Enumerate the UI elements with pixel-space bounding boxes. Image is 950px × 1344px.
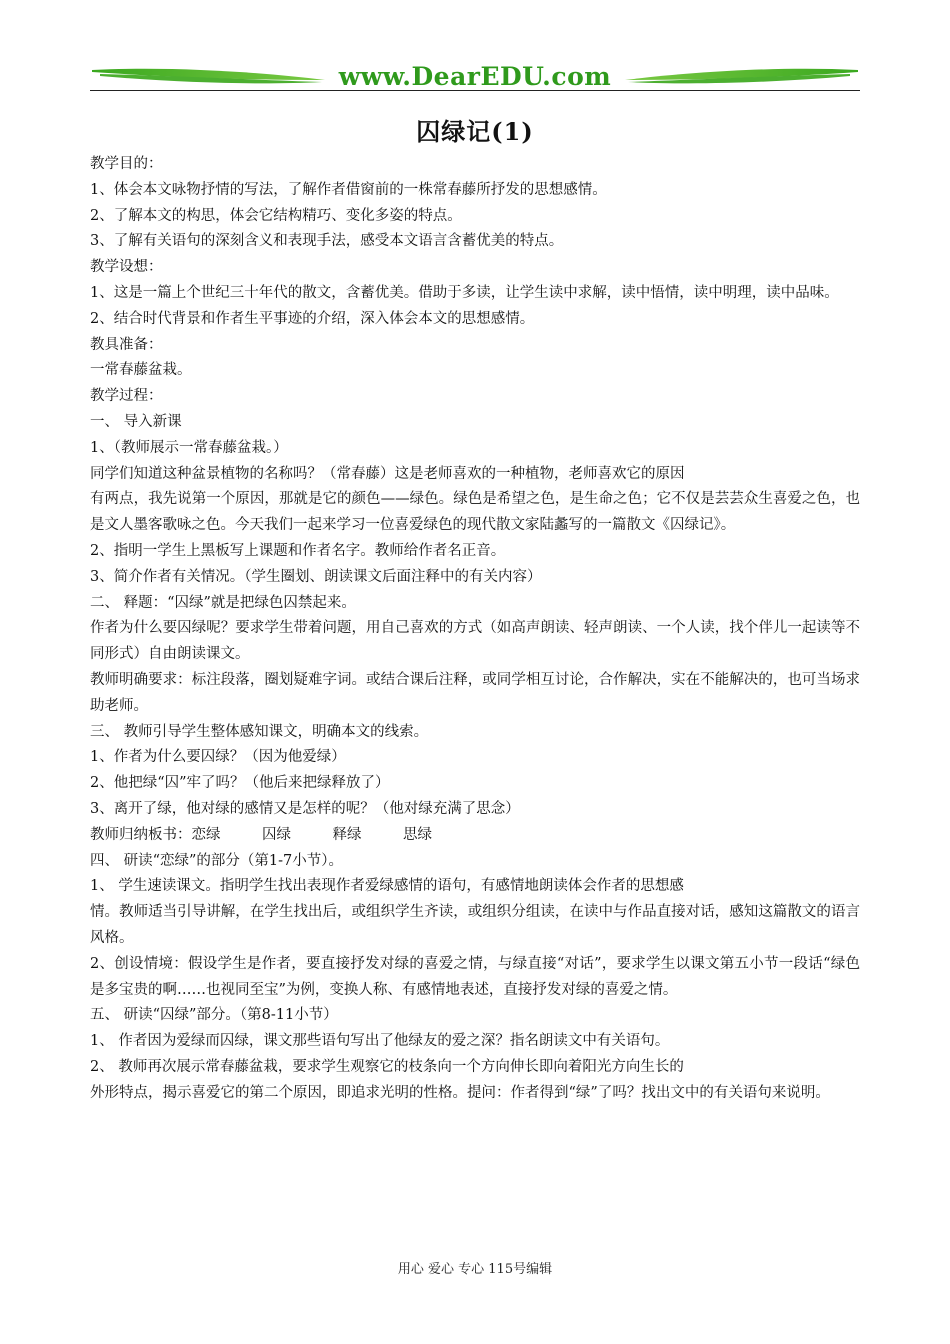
header-divider: [90, 90, 860, 91]
paragraph: 同学们知道这种盆景植物的名称吗？（常春藤）这是老师喜欢的一种植物，老师喜欢它的原因: [90, 465, 685, 482]
paragraph: 有两点，我先说第一个原因，那就是它的颜色——绿色。绿色是希望之色，是生命之色；它不仅是芸芸众生喜爱之色，也是文人墨客歌咏之色。今天我们一起来学习一位喜爱绿色的现代散文家陆蠡写的一篇散文《囚绿记》。: [90, 491, 860, 534]
paragraph: 教学过程：: [90, 388, 163, 405]
paragraph: 1、体会本文咏物抒情的写法，了解作者借窗前的一株常春藤所抒发的思想感情。: [90, 181, 607, 198]
page-footer: 用心 爱心 专心 115号编辑: [397, 1262, 553, 1277]
paragraph: 教学设想：: [90, 259, 163, 276]
paragraph: 1、作者为什么要囚绿？（因为他爱绿）: [90, 749, 346, 766]
document-body: [90, 152, 860, 1106]
paragraph: 作者为什么要囚绿呢？要求学生带着问题，用自己喜欢的方式（如高声朗读、轻声朗读、一个人读，找个伴儿一起读等不同形式）自由朗读课文。: [90, 620, 860, 663]
paragraph: 一常春藤盆栽。: [90, 362, 192, 379]
paragraph: 1、 学生速读课文。指明学生找出表现作者爱绿感情的语句，有感情地朗读体会作者的思想感: [90, 878, 684, 895]
paragraph: 2、结合时代背景和作者生平事迹的介绍，深入体会本文的思想感情。: [90, 310, 535, 327]
site-logo[interactable]: www.DearEDU.com: [338, 62, 612, 91]
paragraph: 1、 作者因为爱绿而囚绿，课文那些语句写出了他绿友的爱之深？指名朗读文中有关语句。: [90, 1033, 670, 1050]
site-header: [90, 58, 860, 98]
paragraph: 2、了解本文的构思，体会它结构精巧、变化多姿的特点。: [90, 207, 462, 224]
paragraph: 2、他把绿“囚”牢了吗？（他后来把绿释放了）: [90, 775, 390, 792]
paragraph: 情。教师适当引导讲解，在学生找出后，或组织学生齐读，或组织分组读，在读中与作品直接对话，感知这篇散文的语言风格。: [90, 904, 860, 946]
paragraph: 教师归纳板书：恋绿 囚绿 释绿 思绿: [90, 826, 432, 843]
paragraph: 3、了解有关语句的深刻含义和表现手法，感受本文语言含蓄优美的特点。: [90, 233, 564, 250]
paragraph: 三、 教师引导学生整体感知课文，明确本文的线索。: [90, 723, 429, 740]
paragraph: 2、 教师再次展示常春藤盆栽，要求学生观察它的枝条向一个方向伸长即向着阳光方向生长的: [90, 1058, 684, 1075]
paragraph: 教师明确要求：标注段落，圈划疑难字词。或结合课后注释，或同学相互讨论，合作解决，实在不能解决的，也可当场求助老师。: [90, 671, 860, 714]
paragraph: 教学目的：: [90, 156, 163, 172]
paragraph: 1、这是一篇上个世纪三十年代的散文，含蓄优美。借助于多读，让学生读中求解，读中悟情，读中明理，读中品味。: [90, 284, 839, 301]
paragraph: 1、（教师展示一常春藤盆栽。）: [90, 439, 288, 456]
paragraph: 2、指明一学生上黑板写上课题和作者名字。教师给作者名正音。: [90, 542, 506, 559]
paragraph: 二、 释题：“囚绿”就是把绿色囚禁起来。: [90, 594, 356, 611]
paragraph: 3、简介作者有关情况。（学生圈划、朗读课文后面注释中的有关内容）: [90, 568, 542, 585]
page-title: 囚绿记(1): [416, 117, 534, 146]
paragraph: 四、 研读“恋绿”的部分（第1-7小节）。: [90, 852, 344, 869]
paragraph: 五、 研读“囚绿”部分。（第8-11小节）: [90, 1007, 338, 1024]
paragraph: 3、离开了绿，他对绿的感情又是怎样的呢？（他对绿充满了思念）: [90, 800, 520, 817]
paragraph: 一、 导入新课: [90, 413, 182, 430]
paragraph: 2、创设情境：假设学生是作者，要直接抒发对绿的喜爱之情，与绿直接“对话”，要求学生以课文第五小节一段话“绿色是多宝贵的啊……也视同至宝”为例，变换人称、有感情地表述，直接抒发对绿的喜爱之情。: [90, 955, 860, 998]
paragraph: 外形特点，揭示喜爱它的第二个原因，即追求光明的性格。提问：作者得到“绿”了吗？找出文中的有关语句来说明。: [90, 1084, 830, 1101]
paragraph: 教具准备：: [90, 336, 163, 353]
